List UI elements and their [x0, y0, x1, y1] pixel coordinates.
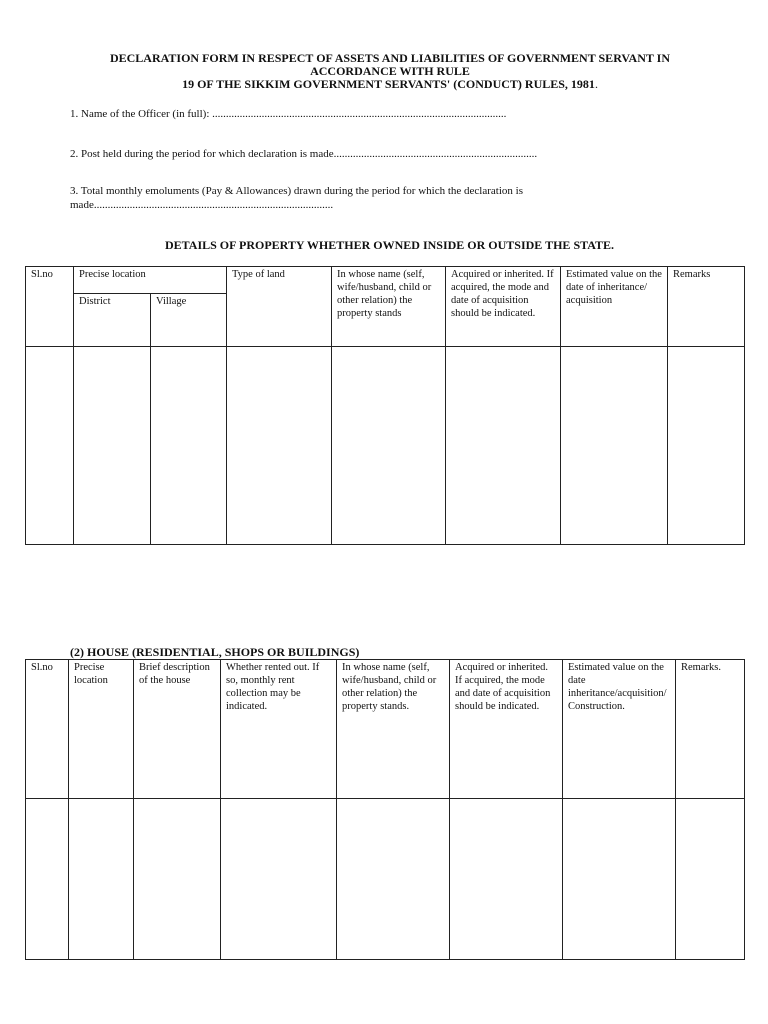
type-of-land-cell[interactable] [227, 347, 332, 545]
header-district: District [74, 294, 151, 347]
remarks-cell[interactable] [668, 347, 745, 545]
header-slno: Sl.no [26, 660, 69, 799]
land-property-table [25, 266, 745, 545]
title-line-2: ACCORDANCE WITH RULE [310, 64, 470, 78]
header-type-of-land: Type of land [227, 267, 332, 347]
acquired-inherited-cell[interactable] [446, 347, 561, 545]
form-title [60, 52, 720, 91]
header-precise-location: Precise location [69, 660, 134, 799]
header-rented-out: Whether rented out. If so, monthly rent collection may be indicated. [221, 660, 337, 799]
emoluments-field-line-1[interactable]: 3. Total monthly emoluments (Pay & Allowances) drawn during the period for which the declaration is [70, 185, 523, 197]
emoluments-field-line-2[interactable]: made....................................................................................... [70, 199, 334, 211]
whose-name-cell[interactable] [337, 799, 450, 960]
header-acquired-inherited: Acquired or inherited. If acquired, the mode and date of acquisition should be indicated. [450, 660, 563, 799]
remarks-cell[interactable] [676, 799, 745, 960]
header-whose-name: In whose name (self, wife/husband, child or other relation) the property stands. [337, 660, 450, 799]
header-village: Village [151, 294, 227, 347]
whose-name-cell[interactable] [332, 347, 446, 545]
header-brief-description: Brief description of the house [134, 660, 221, 799]
property-section-heading: DETAILS OF PROPERTY WHETHER OWNED INSIDE OR OUTSIDE THE STATE. [165, 238, 615, 252]
header-acquired-inherited: Acquired or inherited. If acquired, the mode and date of acquisition should be indicated. [446, 267, 561, 347]
table-row [26, 347, 745, 545]
officer-name-field[interactable]: 1. Name of the Officer (in full): ........................................................................................................... [70, 108, 507, 120]
header-estimated-value: Estimated value on the date of inheritance/ acquisition [561, 267, 668, 347]
slno-cell[interactable] [26, 347, 74, 545]
header-whose-name: In whose name (self, wife/husband, child or other relation) the property stands [332, 267, 446, 347]
acquired-inherited-cell[interactable] [450, 799, 563, 960]
slno-cell[interactable] [26, 799, 69, 960]
title-line-3 [60, 78, 720, 91]
district-cell[interactable] [74, 347, 151, 545]
estimated-value-cell[interactable] [561, 347, 668, 545]
header-estimated-value: Estimated value on the date inheritance/acquisition/ Construction. [563, 660, 676, 799]
brief-description-cell[interactable] [134, 799, 221, 960]
estimated-value-cell[interactable] [563, 799, 676, 960]
house-property-table [25, 659, 745, 960]
table-row [26, 799, 745, 960]
title-line-3-end: . [594, 77, 598, 91]
house-section-heading: (2) HOUSE (RESIDENTIAL, SHOPS OR BUILDINGS) [70, 645, 360, 659]
village-cell[interactable] [151, 347, 227, 545]
header-precise-location: Precise location [74, 267, 227, 294]
rented-out-cell[interactable] [221, 799, 337, 960]
precise-location-cell[interactable] [69, 799, 134, 960]
title-line-1: DECLARATION FORM IN RESPECT OF ASSETS AND LIABILITIES OF GOVERNMENT SERVANT IN [109, 51, 671, 65]
title-line-3-text: 19 OF THE SIKKIM GOVERNMENT SERVANTS' (CONDUCT) RULES, 1981 [182, 77, 595, 91]
header-remarks: Remarks. [676, 660, 745, 799]
header-slno: Sl.no [26, 267, 74, 347]
header-remarks: Remarks [668, 267, 745, 347]
post-held-field[interactable]: 2. Post held during the period for which declaration is made.......................................................................... [70, 148, 538, 160]
